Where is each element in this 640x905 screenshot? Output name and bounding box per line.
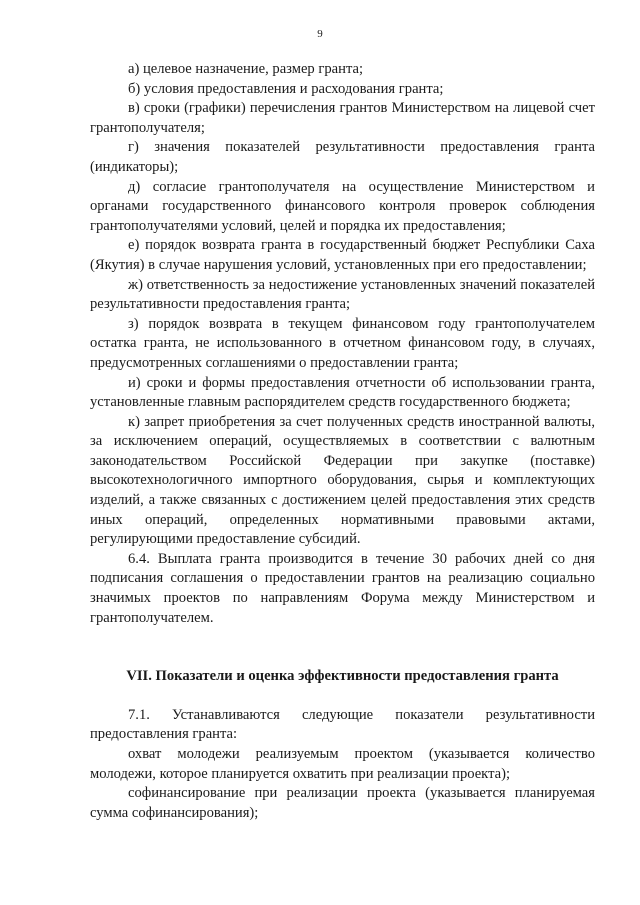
paragraph-6-4: 6.4. Выплата гранта производится в течение 30 рабочих дней со дня подписания соглашения о предоставлении грантов на реализацию социально значимых проектов по направлениям Форума между Министерством и грантополучателем. (90, 550, 595, 626)
paragraph-a: а) целевое назначение, размер гранта; (128, 61, 364, 77)
paragraph-v: в) сроки (графики) перечисления грантов Министерством на лицевой счет грантополучателя; (90, 100, 595, 136)
paragraph-7-1: 7.1. Устанавливаются следующие показатели результативности предоставления гранта: (90, 706, 595, 743)
document-body (90, 60, 595, 823)
paragraph-zh: ж) ответственность за недостижение установленных значений показателей результативности предоставления гранта; (90, 276, 595, 313)
paragraph-youth-coverage: охват молодежи реализуемым проектом (указывается количество молодежи, которое планируется охватить при реализации проекта); (90, 746, 595, 782)
paragraph-cofinancing: софинансирование при реализации проекта (указывается планируемая сумма софинансирования); (90, 785, 595, 821)
paragraph-g: г) значения показателей результативности предоставления гранта (индикаторы); (90, 139, 595, 175)
paragraph-z: з) порядок возврата в текущем финансовом году грантополучателем остатка гранта, не использованного в отчетном финансовом году, в случаях, предусмотренных соглашениями о предоставлении гранта; (90, 315, 595, 371)
paragraph-b: б) условия предоставления и расходования гранта; (128, 80, 444, 97)
paragraph-i: и) сроки и формы предоставления отчетности об использовании гранта, установленные главным распорядителем средств государственного бюджета; (90, 374, 595, 411)
paragraph-d: д) согласие грантополучателя на осуществление Министерством и органами государственного финансового контроля проверок соблюдения грантополучателями условий, целей и порядка их предоставления; (90, 178, 595, 234)
paragraph-k: к) запрет приобретения за счет полученных средств иностранной валюты, за исключением операций, осуществляемых в соответствии с валютным законодательством Российской Федерации при закупке (поставке) высокотехнологичного импортного оборудования, сырья и комплектующих изделий, а также связанных с достижением целей предоставления этих средств иных операций, определенных нормативными правовыми актами, регулирующими предоставление субсидий. (90, 413, 595, 548)
section-heading: VII. Показатели и оценка эффективности предоставления гранта (126, 668, 559, 685)
paragraph-e: е) порядок возврата гранта в государственный бюджет Республики Саха (Якутия) в случае нарушения условий, установленных при его предоставлении; (90, 237, 595, 273)
page-number: 9 (317, 28, 323, 40)
